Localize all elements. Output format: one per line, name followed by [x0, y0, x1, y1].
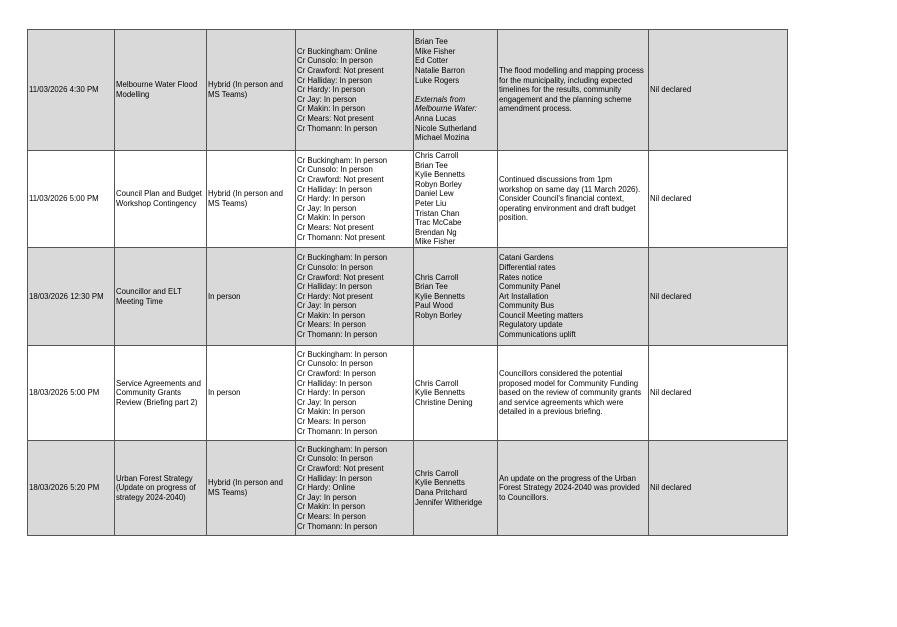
date-time-cell: [28, 248, 115, 346]
councillor-attendance-item: Cr Mears: In person: [297, 511, 366, 521]
councillor-attendance-item: Cr Jay: In person: [297, 203, 357, 213]
councillor-attendance-item: Cr Thomann: In person: [297, 123, 378, 133]
officer-name: Paul Wood: [415, 301, 453, 311]
officers-cell: [414, 441, 498, 536]
external-name: Michael Mozina: [415, 133, 470, 143]
councillor-attendance-item: Cr Thomann: In person: [297, 521, 378, 531]
councillor-attendance-item: Cr Makin: In person: [297, 407, 366, 417]
councillor-attendance-item: Cr Thomann: Not present: [297, 232, 385, 242]
meeting-date-time: 18/03/2026 5:20 PM: [29, 483, 100, 493]
councillor-attendance-item: Cr Thomann: In person: [297, 330, 378, 340]
meeting-format: Hybrid (In person and MS Teams): [208, 478, 283, 497]
date-time-cell: [28, 346, 115, 441]
councillor-attendance-item: Cr Crawford: In person: [297, 369, 376, 379]
officer-name: Kylie Bennetts: [415, 170, 465, 180]
meeting-format: In person: [208, 291, 241, 301]
officer-name: Luke Rogers: [415, 75, 460, 85]
officer-name: Peter Liu: [415, 199, 447, 208]
conflict-of-interest: Nil declared: [650, 483, 692, 493]
date-time-cell: [28, 441, 115, 536]
councillor-attendance-item: Cr Halliday: In person: [297, 75, 372, 85]
table-row: [28, 441, 788, 536]
councillor-attendance-item: Cr Cunsolo: In person: [297, 359, 373, 369]
councillor-attendance-item: Cr Halliday: In person: [297, 184, 372, 194]
meeting-title-cell: [115, 151, 207, 248]
meeting-title: Urban Forest Strategy (Update on progress of strategy 2024-2040): [116, 473, 196, 502]
external-name: Nicole Sutherland: [415, 123, 477, 133]
councillor-attendance-cell: [296, 346, 414, 441]
councillor-attendance-item: Cr Jay: In person: [297, 492, 357, 502]
meetings-table-body: [28, 30, 788, 536]
officer-name: Brian Tee: [415, 37, 448, 47]
councillor-attendance-item: Cr Buckingham: Online: [297, 46, 378, 56]
conflicts-cell: [649, 248, 788, 346]
councillor-attendance-item: Cr Jay: In person: [297, 301, 357, 311]
conflict-of-interest: Nil declared: [650, 194, 692, 204]
externals-heading: Externals from Melbourne Water:: [415, 94, 477, 114]
external-name: Anna Lucas: [415, 113, 457, 123]
meeting-date-time: 11/03/2026 4:30 PM: [29, 85, 99, 95]
officer-name: Robyn Borley: [415, 310, 462, 320]
table-row: [28, 151, 788, 248]
matter-item: Art Installation: [499, 291, 549, 301]
councillor-attendance-item: Cr Halliday: In person: [297, 378, 372, 388]
councillor-attendance-item: Cr Halliday: In person: [297, 473, 372, 483]
conflict-of-interest: Nil declared: [650, 291, 692, 301]
meeting-date-time: 18/03/2026 5:00 PM: [29, 388, 100, 398]
councillor-attendance-item: Cr Thomann: In person: [297, 426, 378, 436]
councillor-attendance-cell: [296, 248, 414, 346]
officer-name: Mike Fisher: [415, 237, 456, 247]
officer-name: Robyn Borley: [415, 179, 462, 189]
councillor-attendance-item: Cr Crawford: Not present: [297, 464, 384, 474]
councillor-attendance-item: Cr Halliday: In person: [297, 282, 372, 292]
matter-item: Community Panel: [499, 282, 561, 292]
matters-discussed: The flood modelling and mapping process for the municipality, including expected timelines for the results, community engagement and the planning scheme amendment process.: [499, 66, 644, 114]
meeting-title: Council Plan and Budget Workshop Contingency: [116, 189, 202, 208]
meeting-format: Hybrid (In person and MS Teams): [208, 189, 283, 208]
councillor-attendance-cell: [296, 441, 414, 536]
officer-name: Brendan Ng: [415, 227, 457, 237]
meeting-format-cell: [207, 441, 296, 536]
councillor-attendance-item: Cr Crawford: Not present: [297, 66, 384, 76]
matter-item: Catani Gardens: [499, 253, 554, 263]
councillor-attendance-item: Cr Hardy: In person: [297, 388, 366, 398]
spacer: [415, 85, 496, 95]
officer-name: Kylie Bennetts: [415, 388, 465, 398]
councillor-attendance-item: Cr Hardy: In person: [297, 85, 366, 95]
matter-item: Council Meeting matters: [499, 310, 584, 320]
councillor-attendance-item: Cr Jay: In person: [297, 94, 357, 104]
meeting-format: Hybrid (In person and MS Teams): [208, 80, 283, 99]
conflicts-cell: [649, 346, 788, 441]
officer-name: Chris Carroll: [415, 468, 459, 478]
officer-name: Tristan Chan: [415, 208, 460, 218]
councillor-attendance-item: Cr Hardy: Online: [297, 483, 356, 493]
matter-item: Rates notice: [499, 272, 543, 282]
officers-cell: [414, 248, 498, 346]
officer-name: Dana Pritchard: [415, 488, 468, 497]
meeting-title-cell: [115, 30, 207, 151]
councillor-attendance-item: Cr Mears: Not present: [297, 113, 374, 123]
councillor-attendance-item: Cr Makin: In person: [297, 213, 366, 223]
councillor-attendance-item: Cr Mears: Not present: [297, 222, 374, 232]
date-time-cell: [28, 30, 115, 151]
matters-discussed: Councillors considered the potential proposed model for Community Funding based on the review of community grants and service agreements which were detailed in a previous briefing.: [499, 369, 642, 417]
councillor-attendance-cell: [296, 30, 414, 151]
meeting-format-cell: [207, 248, 296, 346]
meeting-date-time: 11/03/2026 5:00 PM: [29, 194, 99, 204]
matters-discussed-cell: [498, 346, 649, 441]
councillor-attendance-item: Cr Buckingham: In person: [297, 253, 388, 263]
conflicts-cell: [649, 30, 788, 151]
officer-name: Natalie Barron: [415, 66, 465, 76]
councillor-attendance-item: Cr Crawford: Not present: [297, 272, 384, 282]
officers-cell: [414, 30, 498, 151]
conflict-of-interest: Nil declared: [650, 388, 692, 398]
conflict-of-interest: Nil declared: [650, 85, 692, 95]
officer-name: Kylie Bennetts: [415, 291, 465, 301]
officer-name: Chris Carroll: [415, 378, 459, 388]
matters-discussed: Continued discussions from 1pm workshop on same day (11 March 2026). Consider Council's financial context, operating environment and draft budget position.: [499, 175, 641, 223]
meeting-title: Councillor and ELT Meeting Time: [116, 286, 182, 306]
meeting-title-cell: [115, 248, 207, 346]
councillor-attendance-item: Cr Makin: In person: [297, 502, 366, 512]
table-row: [28, 346, 788, 441]
councillor-attendance-item: Cr Buckingham: In person: [297, 444, 388, 454]
meeting-title: Service Agreements and Community Grants Review (Briefing part 2): [116, 378, 201, 407]
meeting-date-time: 18/03/2026 12:30 PM: [29, 291, 104, 301]
matter-item: Regulatory update: [499, 320, 563, 330]
matters-discussed-cell: [498, 151, 649, 248]
officer-name: Trac McCabe: [415, 218, 462, 228]
councillor-attendance-item: Cr Makin: In person: [297, 310, 366, 320]
matters-discussed-cell: [498, 441, 649, 536]
councillor-attendance-item: Cr Hardy: In person: [297, 194, 366, 204]
meeting-title: Melbourne Water Flood Modelling: [116, 80, 198, 99]
meetings-table: [27, 29, 788, 536]
councillor-attendance-item: Cr Cunsolo: In person: [297, 165, 373, 175]
officers-cell: [414, 346, 498, 441]
councillor-attendance-item: Cr Cunsolo: In person: [297, 454, 373, 464]
councillor-attendance-item: Cr Crawford: Not present: [297, 175, 384, 185]
table-row: [28, 248, 788, 346]
matter-item: Communications uplift: [499, 330, 576, 340]
matters-discussed-cell: [498, 30, 649, 151]
matters-discussed: An update on the progress of the Urban Forest Strategy 2024-2040 was provided to Councillors.: [499, 473, 640, 502]
officer-name: Christine Dening: [415, 397, 473, 407]
officer-name: Brian Tee: [415, 160, 448, 170]
councillor-attendance-item: Cr Cunsolo: In person: [297, 56, 373, 66]
councillor-attendance-cell: [296, 151, 414, 248]
matter-item: Differential rates: [499, 262, 556, 272]
matter-item: Community Bus: [499, 301, 555, 311]
councillor-attendance-item: Cr Cunsolo: In person: [297, 262, 373, 272]
officer-name: Chris Carroll: [415, 272, 459, 282]
meeting-format-cell: [207, 151, 296, 248]
officer-name: Daniel Lew: [415, 189, 454, 199]
conflicts-cell: [649, 151, 788, 248]
officer-name: Brian Tee: [415, 282, 448, 292]
officers-cell: [414, 151, 498, 248]
conflicts-cell: [649, 441, 788, 536]
table-row: [28, 30, 788, 151]
date-time-cell: [28, 151, 115, 248]
councillor-attendance-item: Cr Hardy: Not present: [297, 291, 373, 301]
councillor-attendance-item: Cr Buckingham: In person: [297, 349, 388, 359]
councillor-attendance-item: Cr Mears: In person: [297, 320, 366, 330]
officer-name: Jennifer Witheridge: [415, 497, 483, 507]
meeting-title-cell: [115, 441, 207, 536]
councillor-attendance-item: Cr Jay: In person: [297, 397, 357, 407]
meeting-format: In person: [208, 388, 241, 398]
meeting-title-cell: [115, 346, 207, 441]
officer-name: Ed Cotter: [415, 56, 448, 66]
meeting-format-cell: [207, 346, 296, 441]
matters-discussed-cell: [498, 248, 649, 346]
officer-name: Mike Fisher: [415, 46, 456, 56]
councillor-attendance-item: Cr Mears: In person: [297, 416, 366, 426]
councillor-attendance-item: Cr Buckingham: In person: [297, 155, 388, 165]
councillor-attendance-item: Cr Makin: In person: [297, 104, 366, 114]
officer-name: Kylie Bennetts: [415, 478, 465, 488]
officer-name: Chris Carroll: [415, 151, 459, 161]
meeting-format-cell: [207, 30, 296, 151]
